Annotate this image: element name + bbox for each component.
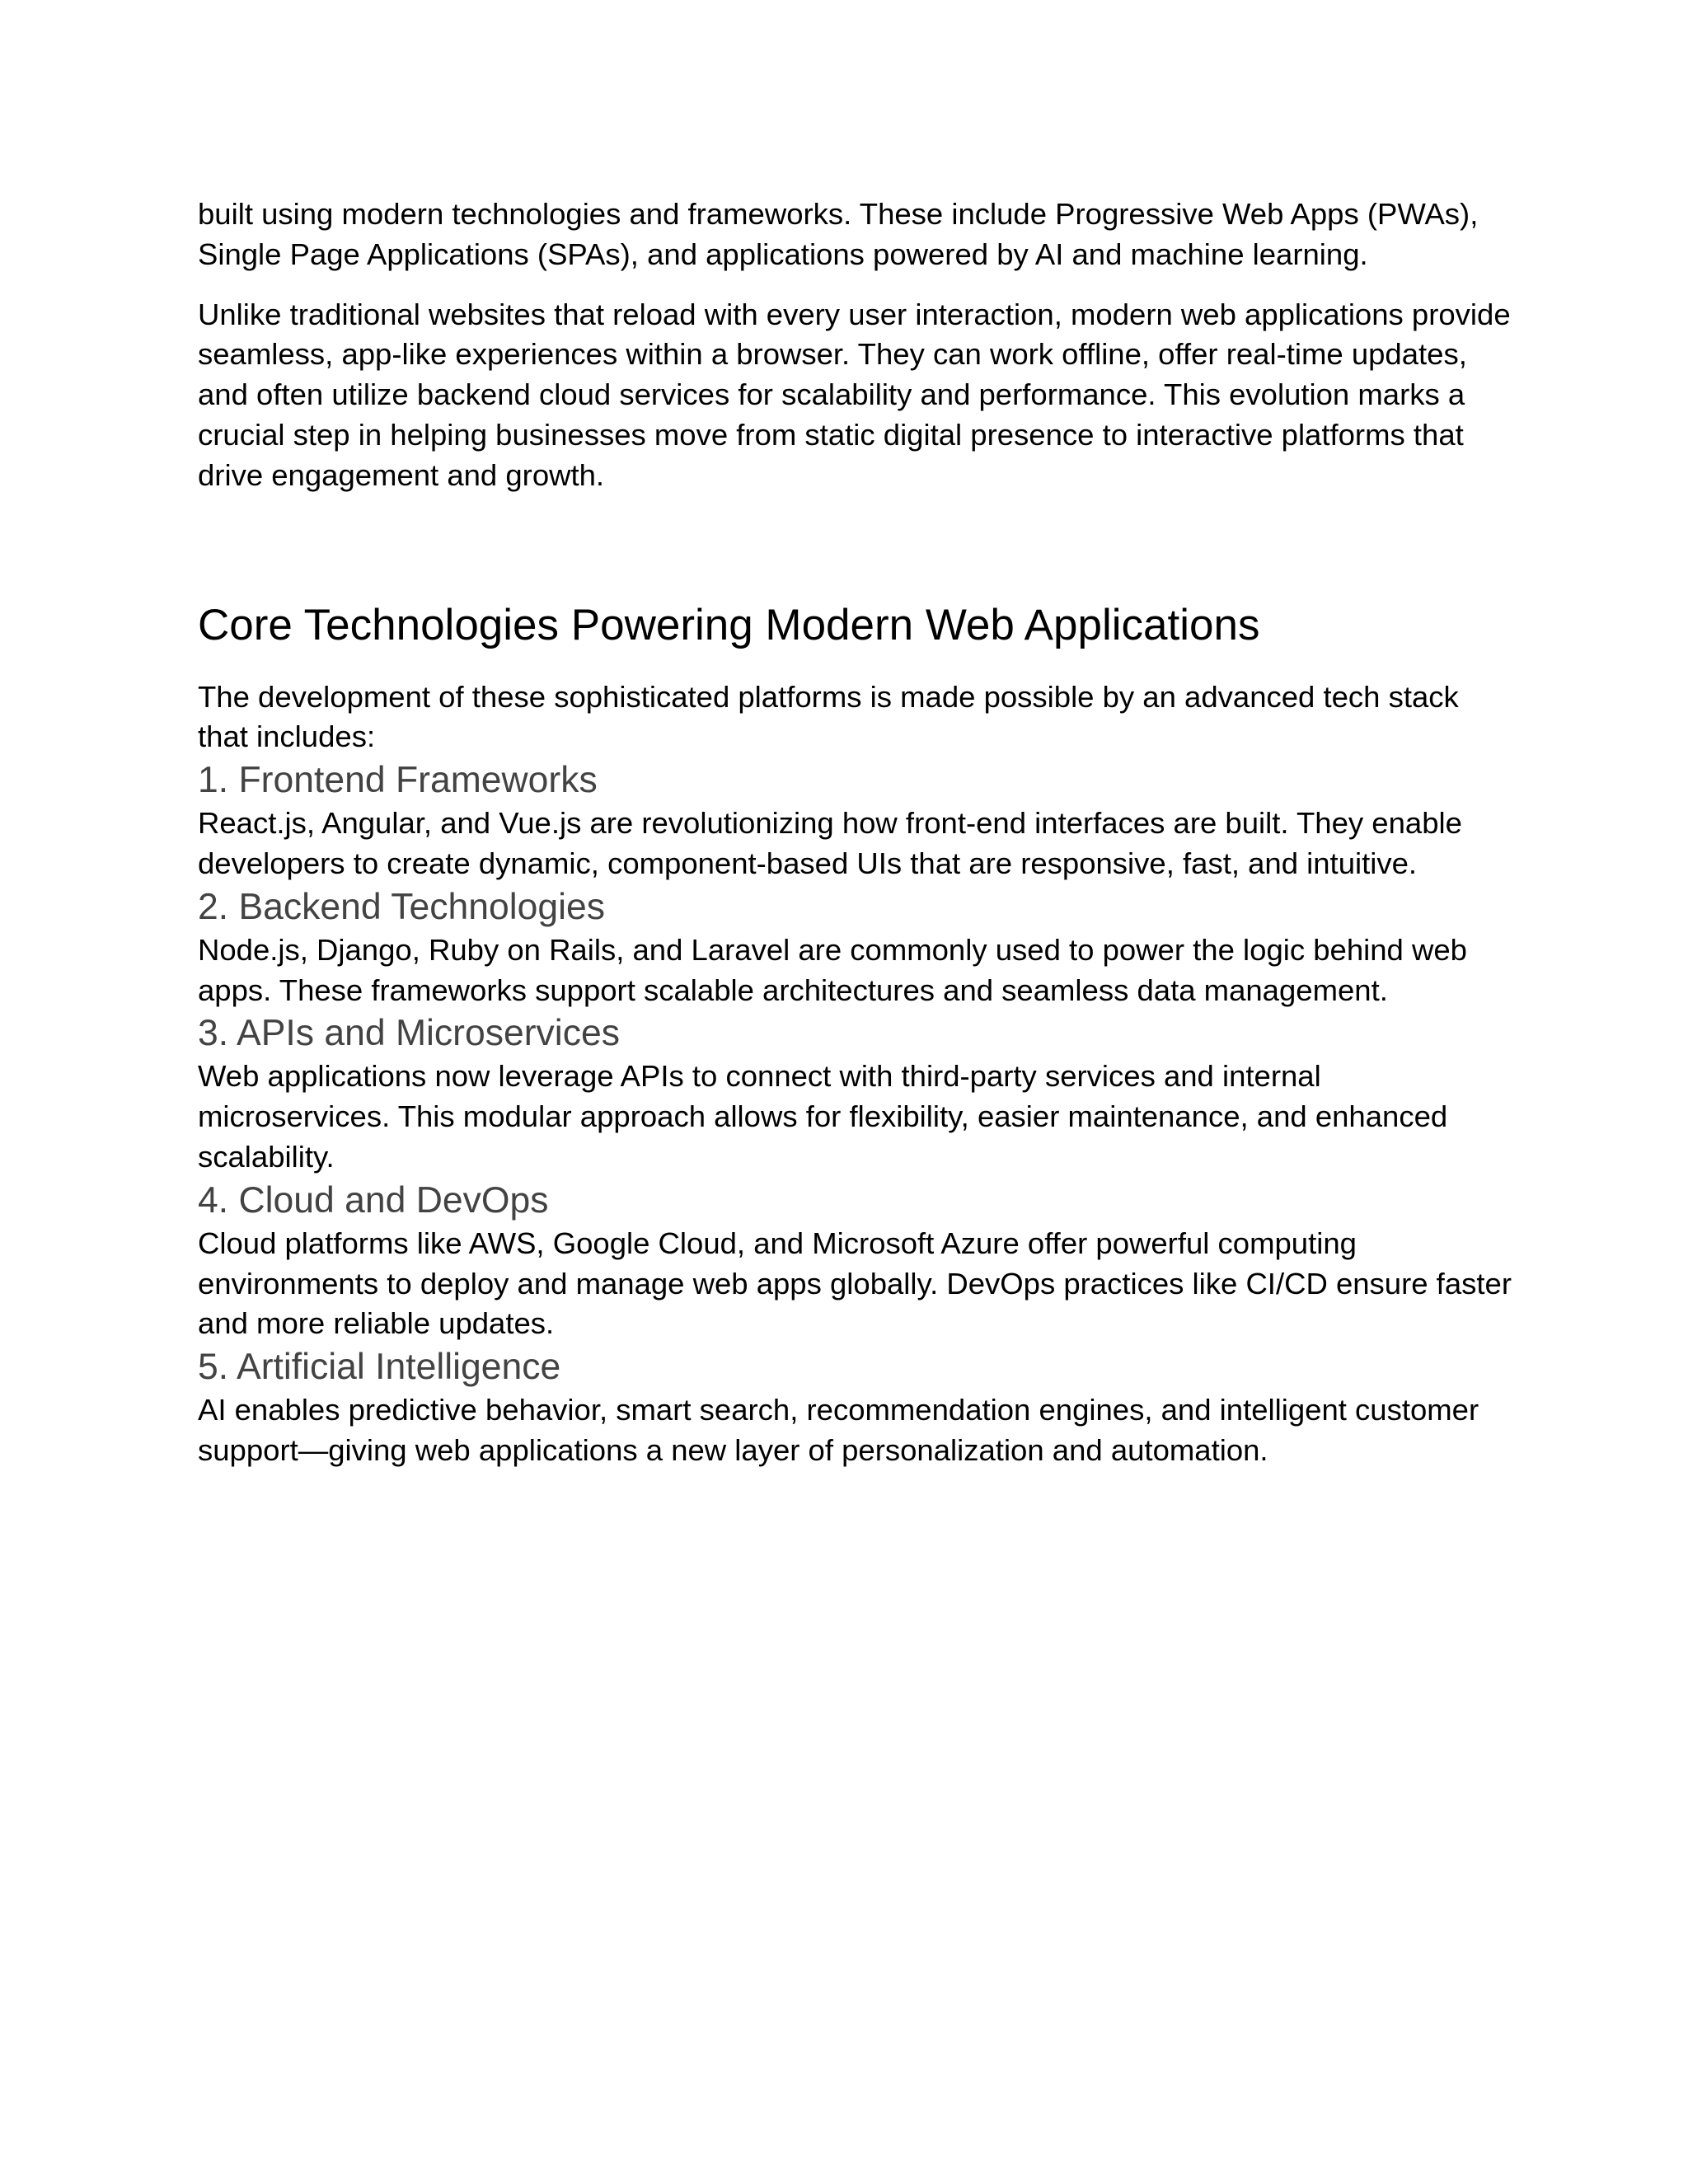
intro-paragraph-1: built using modern technologies and frameworks. These include Progressive Web Apps (PWAs), Single Page Applications (SPAs), and applications powered by AI and machine learning. — [198, 197, 1479, 271]
item-heading-frontend-frameworks: 1. Frontend Frameworks — [198, 760, 598, 801]
item-body-frontend-frameworks: React.js, Angular, and Vue.js are revolutionizing how front-end interfaces are built. They enable developers to create dynamic, component-based UIs that are responsive, fast, and intuitive. — [198, 806, 1462, 880]
item-body-cloud-devops: Cloud platforms like AWS, Google Cloud, and Microsoft Azure offer powerful computing environments to deploy and manage web apps globally. DevOps practices like CI/CD ensure faster and more reliable updates. — [198, 1226, 1512, 1341]
item-body-artificial-intelligence: AI enables predictive behavior, smart search, recommendation engines, and intelligent customer support—giving web applications a new layer of personalization and automation. — [198, 1393, 1479, 1467]
intro-paragraph-2: Unlike traditional websites that reload with every user interaction, modern web applications provide seamless, app-like experiences within a browser. They can work offline, offer real-time updates, and often utilize backend cloud services for scalability and performance. This evolution marks a crucial step in helping businesses move from static digital presence to interactive platforms that drive engagement and growth. — [198, 297, 1511, 492]
document-page — [198, 194, 1517, 1471]
item-heading-apis-microservices: 3. APIs and Microservices — [198, 1013, 620, 1054]
section-title: Core Technologies Powering Modern Web Applications — [198, 600, 1260, 649]
item-body-apis-microservices: Web applications now leverage APIs to connect with third-party services and internal microservices. This modular approach allows for flexibility, easier maintenance, and enhanced scalability. — [198, 1059, 1448, 1174]
section-lead-paragraph: The development of these sophisticated platforms is made possible by an advanced tech stack that includes: — [198, 679, 1459, 754]
item-heading-backend-technologies: 2. Backend Technologies — [198, 886, 605, 927]
item-heading-artificial-intelligence: 5. Artificial Intelligence — [198, 1347, 561, 1388]
item-body-backend-technologies: Node.js, Django, Ruby on Rails, and Laravel are commonly used to power the logic behind web apps. These frameworks support scalable architectures and seamless data management. — [198, 932, 1467, 1007]
item-heading-cloud-devops: 4. Cloud and DevOps — [198, 1179, 549, 1221]
